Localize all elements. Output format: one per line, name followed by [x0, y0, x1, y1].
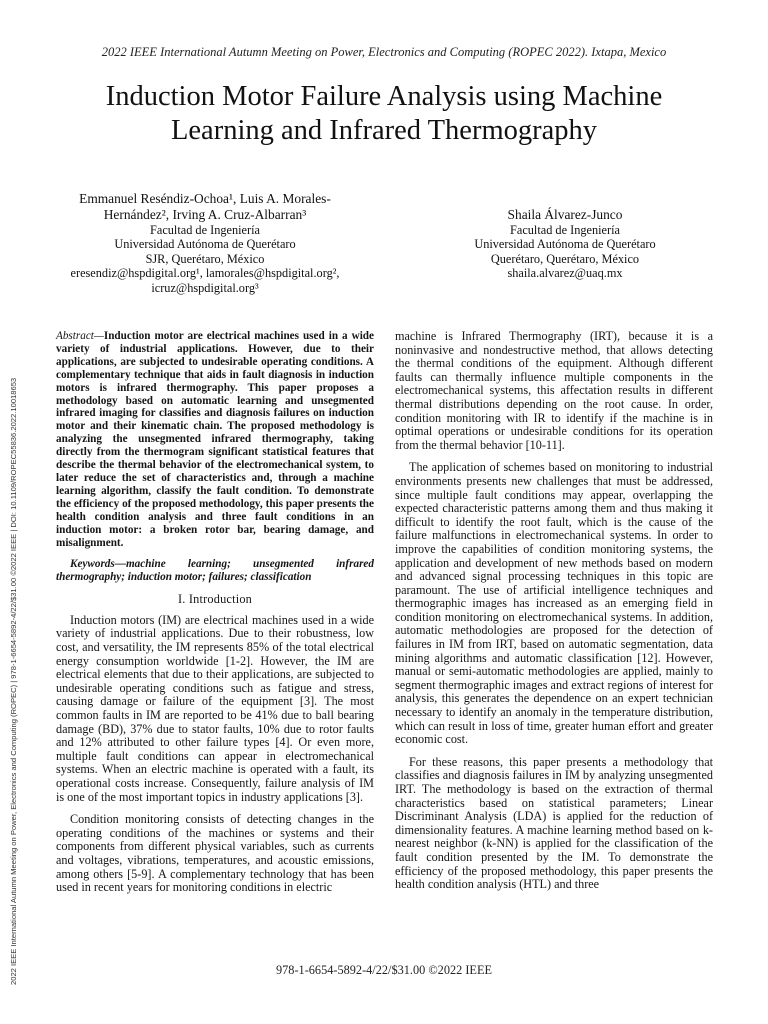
- author-emails-line-2: icruz@hspdigital.org³: [151, 280, 259, 295]
- keywords: [56, 558, 374, 584]
- abstract-text: Induction motor are electrical machines used in a wide variety of industrial applications. However, due to their applications, are subjected to undesirable operating conditions. A complementary technique that aids in fault diagnosis in induction motors is infrared thermography. This paper proposes a methodology based on automatic learning and unsegmented infrared imaging for classifies and diagnosis failures on induction motor and their kinematic chain. The proposed methodology is analyzing the unsegmented infrared thermography, taking directly from the thermogram significant statistical features that describe the thermal behavior of the electromechanical system, to later reduce the set of characteristics and, through a machine learning algorithm, classify the fault condition. To demonstrate the efficiency of the proposed methodology, this paper presents the health condition analysis and three fault conditions in an induction motor: a broken rotor bar, bearing damage, and misalignment.: [56, 330, 374, 549]
- author-names-line-1: Emmanuel Reséndiz-Ochoa¹, Luis A. Morales-: [79, 191, 331, 206]
- author-emails-line-1: eresendiz@hspdigital.org¹, lamorales@hspdigital.org²,: [70, 266, 340, 281]
- author-affiliation-university: Universidad Autónoma de Querétaro: [474, 237, 656, 252]
- abstract: [56, 330, 374, 549]
- author-affiliation-faculty: Facultad de Ingeniería: [150, 223, 260, 237]
- author-block-2: [420, 207, 710, 281]
- left-column: [56, 330, 374, 904]
- doi-sidebar: 2022 IEEE International Autumn Meeting on Power, Electronics and Computing (ROPEC) | 978-1-6654-5892-4/22/$31.00 ©2022 IEEE | DOI: 10.1109/ROPEC55836.2022.10018653: [9, 377, 18, 985]
- author-affiliation-faculty: Facultad de Ingeniería: [510, 223, 620, 237]
- intro-paragraph-4: The application of schemes based on monitoring to industrial environments presents new challenges that must be addressed, since multiple fault conditions may appear, overlapping the expected characteristic patterns among them and thus making it difficult to identify the root fault, which is the cause of the failure malfunctions in electromechanical systems. In order to improve the capabilities of condition monitoring systems, the application and development of new methods based on modern and advanced signal processing techniques in this topic are paramount. The use of artificial intelligence techniques and thermographic images has increased as an emerging field in condition monitoring on electromechanical systems. In addition, automatic methodologies are proposed for the detection of failures in IM from IRT, based on automatic segmentation, data mining algorithms and automatic classification [12]. However, manual or semi-automatic methodologies are applied, mainly to segment thermographic images and extract regions of interest for analysis, this generates the dependence on an expert technician necessary to identify an anomaly in the temperature distribution, which can result in loss of time, greater human effort and greater economic cost.: [395, 460, 713, 747]
- abstract-label: Abstract—: [56, 330, 104, 342]
- keywords-label: Keywords—: [70, 558, 126, 571]
- author-name: Shaila Álvarez-Junco: [507, 207, 623, 222]
- page-footer: 978-1-6654-5892-4/22/$31.00 ©2022 IEEE: [276, 963, 492, 977]
- section-heading-introduction: I. Introduction: [177, 592, 253, 607]
- paper-title: Induction Motor Failure Analysis using Machine Learning and Infrared Thermography: [105, 81, 663, 146]
- author-names-line-2: Hernández², Irving A. Cruz-Albarran³: [103, 207, 307, 222]
- intro-paragraph-1: Induction motors (IM) are electrical machines used in a wide variety of industrial applications. Due to their robustness, low cost, and versatility, the IM represents 85% of the total electrical energy consumption worldwide [1-2]. However, the IM are electrical elements that due to their applications, are subjected to undesirable operating conditions such as fatigue and stress, causing damage or failure of the equipment [3]. The most common faults in IM are reported to be 41% due to ball bearing damage (BD), 37% due to stator faults, 10% due to rotor faults and 12% attributed to other failure types [4]. Or even more, multiple fault conditions can appear in electromechanical systems. When an electric machine is operated with a fault, its operational costs increase. Consequently, failure analysis of IM is one of the most important topics in industry applications [3].: [56, 612, 374, 804]
- keywords-text: machine learning; unsegmented infrared thermography; induction motor; failures; classification: [56, 558, 374, 584]
- intro-paragraph-3: machine is Infrared Thermography (IRT), because it is a noninvasive and nondestructive method, that allows detecting the thermal conditions of the equipment. Although different faults can thermally influence multiple components in the electromechanical systems, this affectation results in different thermal distributions depending on the root cause. In order, condition monitoring with IR to identify if the machine is in optimal operations or undesirable conditions for its operation from the thermal behavior [10-11].: [395, 329, 713, 452]
- intro-paragraph-5: For these reasons, this paper presents a methodology that classifies and diagnosis failures in IM by analyzing unsegmented IRT. The methodology is based on the extraction of thermal characteristics based on statistical parameters; Linear Discriminant Analysis (LDA) is applied for the reduction of dimensionality features. A machine learning method based on k-nearest neighbor (k-NN) is applied for the classification of the fault condition presented by the IM. To demonstrate the efficiency of the proposed methodology, this paper presents the health condition analysis (HTL) and three: [395, 754, 713, 892]
- author-block-1: [50, 191, 360, 295]
- right-column: [395, 330, 713, 901]
- author-affiliation-university: Universidad Autónoma de Querétaro: [114, 237, 296, 252]
- intro-paragraph-2: Condition monitoring consists of detecting changes in the operating conditions of the machines or systems and their components from different physical variables, such as currents and voltages, vibrations, temperatures, and acoustic emissions, among others [5-9]. A complementary technology that has been used in recent years for monitoring conditions in electric: [56, 812, 374, 895]
- author-affiliation-location: Querétaro, Querétaro, México: [490, 251, 640, 266]
- author-email: shaila.alvarez@uaq.mx: [507, 266, 623, 281]
- conference-header: 2022 IEEE International Autumn Meeting on Power, Electronics and Computing (ROPEC 2022). Ixtapa, Mexico: [101, 45, 667, 59]
- author-affiliation-location: SJR, Querétaro, México: [145, 251, 265, 266]
